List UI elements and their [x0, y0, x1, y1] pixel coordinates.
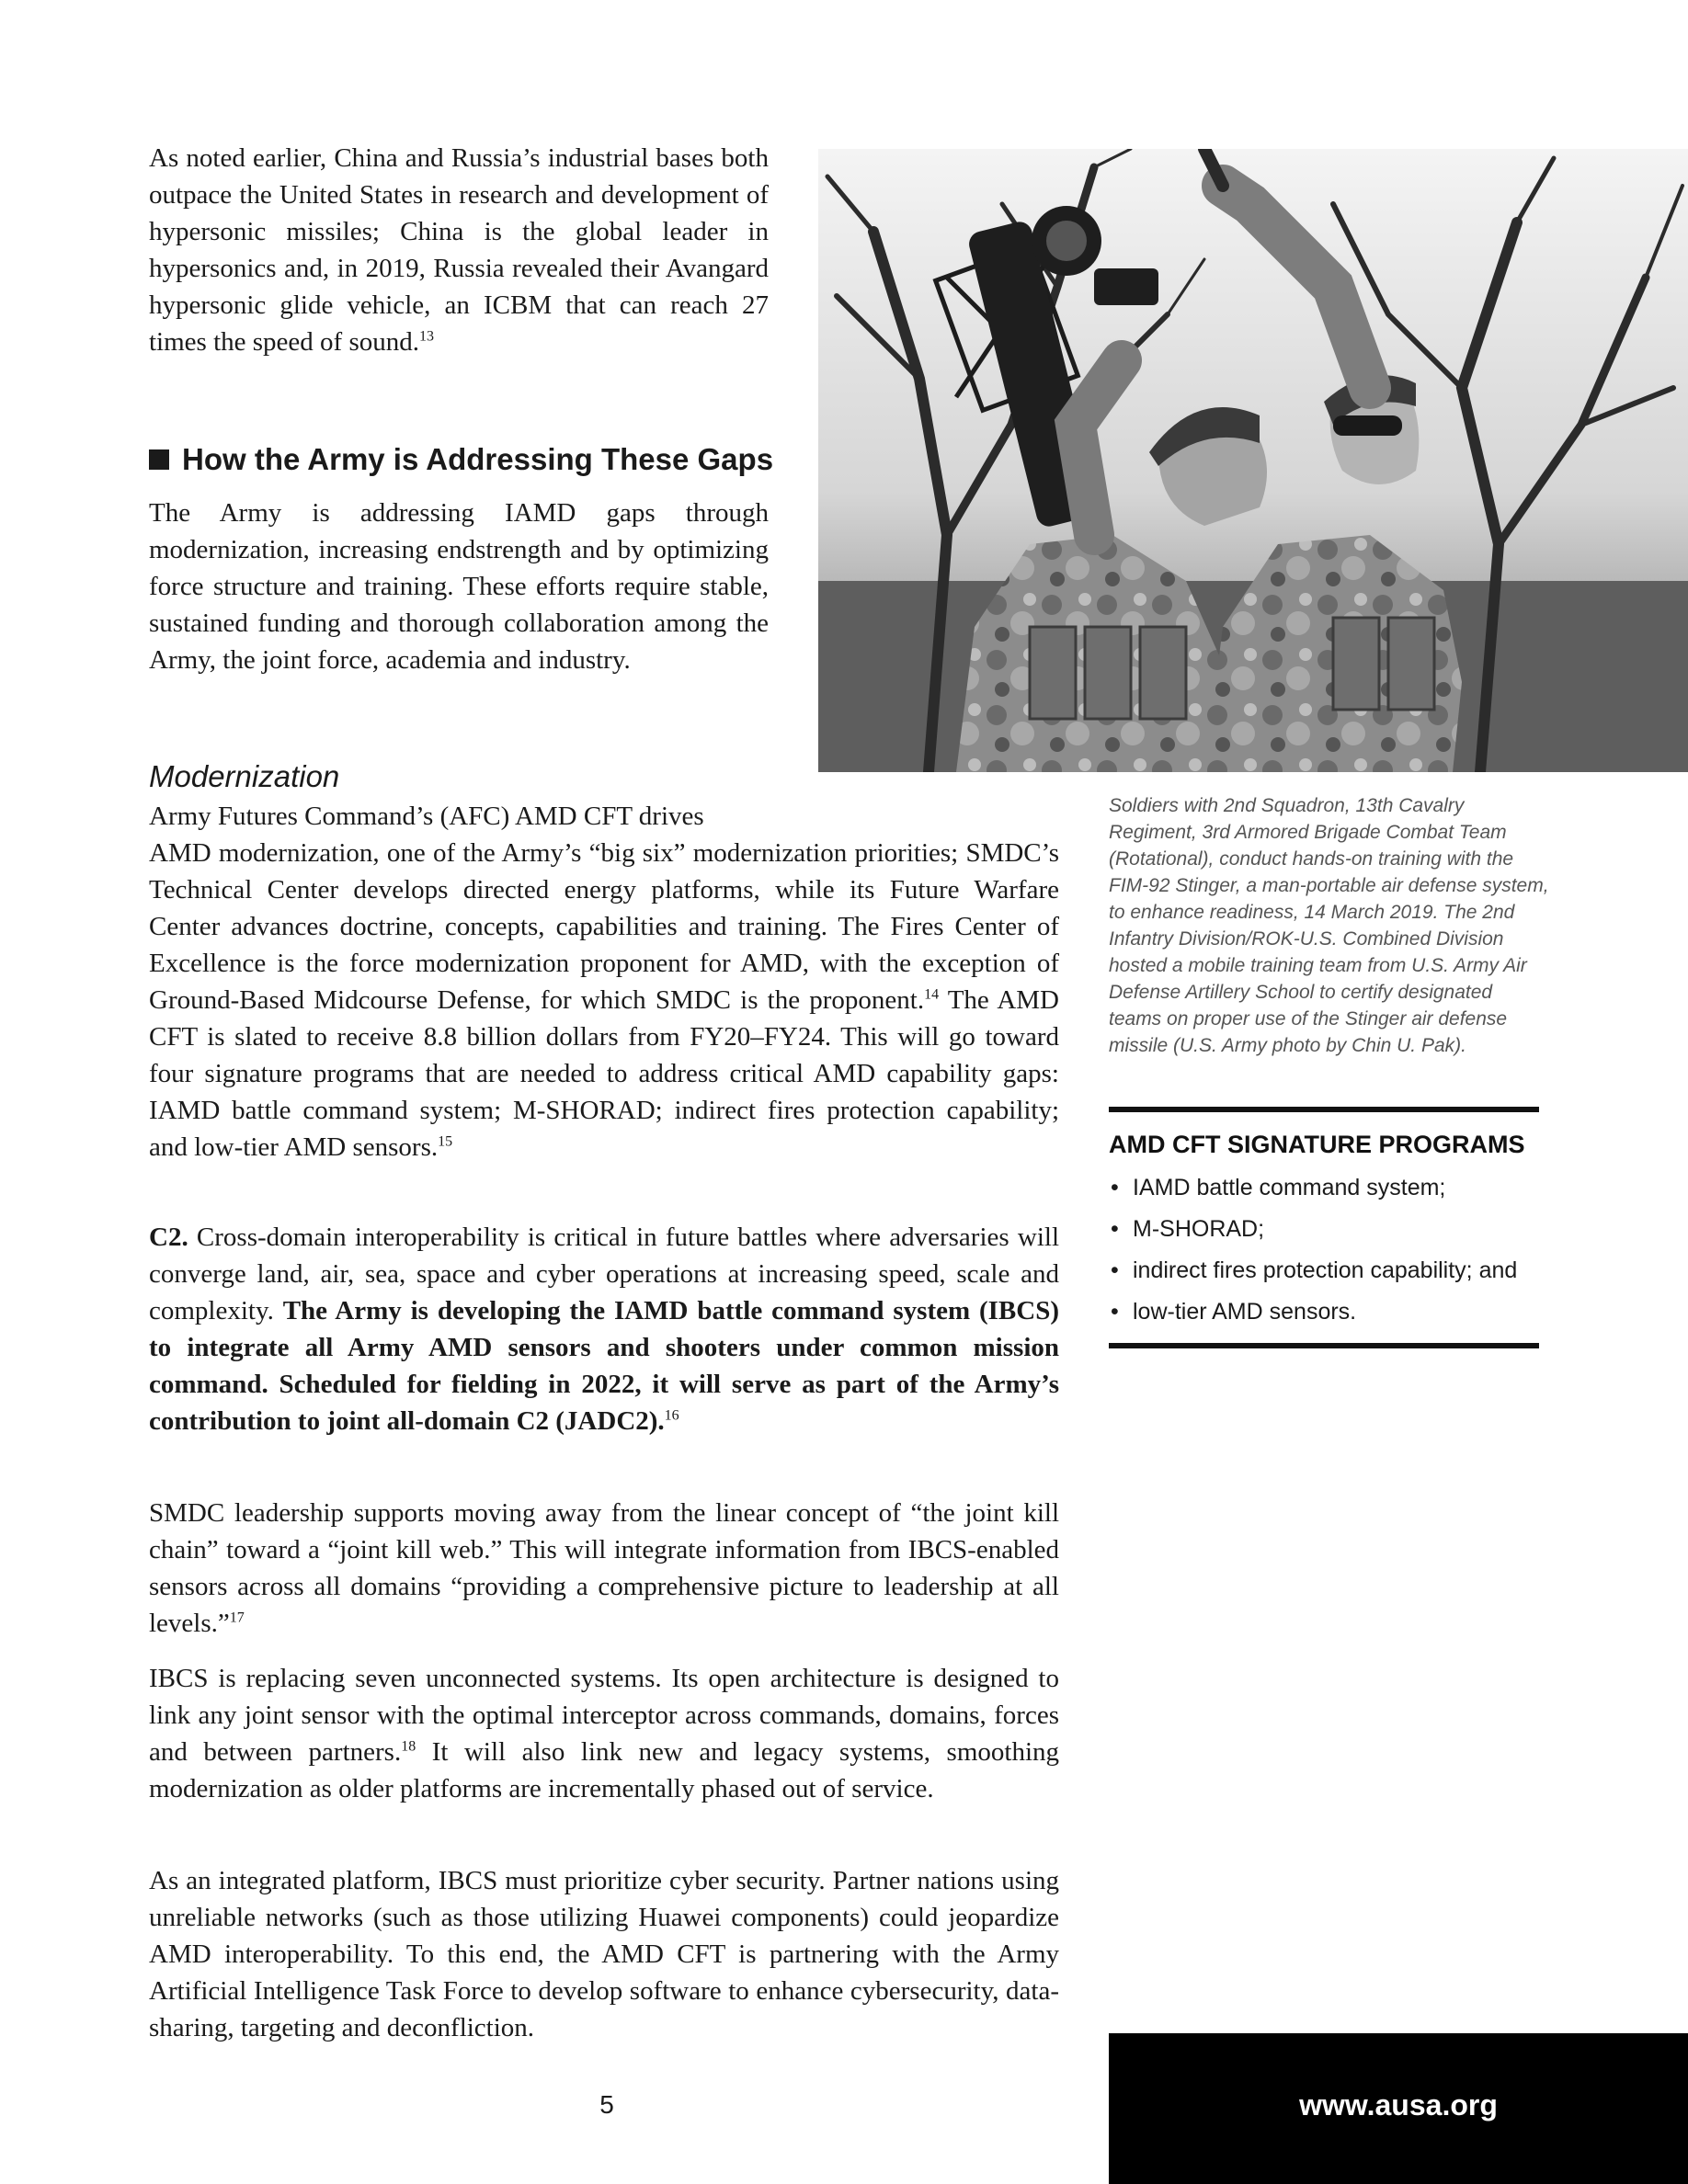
list-item-text: M-SHORAD;: [1133, 1216, 1265, 1242]
c2-text: Cross-domain interoperability is critical in future battles where adversaries will converge land, air, sea, space and cyber operations at increasing speed, scale and complexity.: [149, 1223, 1059, 1325]
intro-paragraph: [149, 140, 769, 360]
intro-text: As noted earlier, China and Russia’s industrial bases both outpace the United States in research and development of hypersonic missiles; China is the global leader in hypersonics and, in 2019, Russia revealed their Avangard hypersonic glide vehicle, an ICBM that can reach 27 times the speed of sound.: [149, 143, 769, 357]
section-heading-text: How the Army is Addressing These Gaps: [182, 442, 774, 476]
modernization-paragraph: [149, 798, 1059, 1166]
ibcs-text-b: It will also link new and legacy systems, smoothing modernization as older platforms are incrementally phased out of service.: [149, 1737, 1059, 1803]
c2-paragraph: [149, 1219, 1059, 1439]
modernization-first-line: Army Futures Command’s (AFC) AMD CFT drives: [149, 802, 704, 831]
c2-bold-text: The Army is developing the IAMD battle command system (IBCS) to integrate all Army AMD sensors and shooters under common mission command. Scheduled for fielding in 2022, it will serve as part of the Army’s contribution to joint all-domain C2 (JADC2).: [149, 1296, 1059, 1436]
footnote-ref-14[interactable]: 14: [924, 986, 940, 1003]
footnote-ref-18[interactable]: 18: [401, 1738, 416, 1755]
section-heading: [149, 439, 793, 480]
website-link[interactable]: www.ausa.org: [1299, 2088, 1498, 2121]
bullet-icon: •: [1111, 1175, 1119, 1200]
joint-text: SMDC leadership supports moving away from the linear concept of “the joint kill chain” toward a “joint kill web.” This will integrate information from IBCS-enabled sensors across all domains “providing a comprehensive picture to leadership at all levels.”: [149, 1498, 1059, 1638]
cyber-paragraph: As an integrated platform, IBCS must prioritize cyber security. Partner nations using unreliable networks (such as those utilizing Huawei components) could jeopardize AMD interoperability. To this end, the AMD CFT is partnering with the Army Artificial Intelligence Task Force to develop software to enhance cybersecurity, data-sharing, targeting and deconfliction.: [149, 1866, 1059, 2042]
list-item: [1109, 1215, 1539, 1244]
bullet-icon: •: [1111, 1216, 1119, 1242]
sidebar-top-rule: [1109, 1107, 1539, 1112]
list-item: [1109, 1174, 1539, 1202]
c2-lead: C2.: [149, 1223, 188, 1252]
footnote-ref-15[interactable]: 15: [438, 1133, 453, 1150]
page-number: 5: [599, 2090, 614, 2119]
bullet-icon: •: [1111, 1299, 1119, 1325]
list-item-text: IAMD battle command system;: [1133, 1175, 1446, 1200]
list-item-text: low-tier AMD sensors.: [1133, 1299, 1357, 1325]
sidebar-list: [1109, 1174, 1539, 1326]
footer-bar: [1109, 2033, 1688, 2184]
list-item: [1109, 1257, 1539, 1285]
photo-illustration: [818, 149, 1688, 772]
modernization-text-b: The AMD CFT is slated to receive 8.8 billion dollars from FY20–FY24. This will go toward four signature programs that are needed to address critical AMD capability gaps: IAMD battle command system; M-SHORAD; indirect fires protection capability; and low-tier AMD sensors.: [149, 985, 1060, 1162]
soldiers-photo: [818, 149, 1688, 772]
modernization-text-a: AMD modernization, one of the Army’s “big six” modernization priorities; SMDC’s Technical Center develops directed energy platforms, while its Future Warfare Center advances doctrine, concepts, capabilities and training. The Fires Center of Excellence is the force modernization proponent for AMD, with the exception of Ground-Based Midcourse Defense, for which SMDC is the proponent.: [149, 838, 1059, 1015]
bullet-icon: •: [1111, 1257, 1119, 1283]
sidebar-bottom-rule: [1109, 1343, 1539, 1348]
list-item-text: indirect fires protection capability; and: [1133, 1257, 1518, 1283]
photo-caption: Soldiers with 2nd Squadron, 13th Cavalry Regiment, 3rd Armored Brigade Combat Team (Rotational), conduct hands-on training with the FIM-92 Stinger, a man-portable air defense system, to enhance readiness, 14 March 2019. The 2nd Infantry Division/ROK-U.S. Combined Division hosted a mobile training team from U.S. Army Air Defense Artillery School to certify designated teams on proper use of the Stinger air defense missile (U.S. Army photo by Chin U. Pak).: [1109, 795, 1549, 1056]
footnote-ref-13[interactable]: 13: [418, 328, 434, 345]
footnote-ref-16[interactable]: 16: [664, 1407, 679, 1424]
joint-kill-web-paragraph: [149, 1495, 1059, 1642]
heading-square-icon: [149, 449, 169, 470]
modernization-heading: Modernization: [149, 759, 340, 793]
footnote-ref-17[interactable]: 17: [229, 1610, 245, 1626]
sidebar-title: AMD CFT SIGNATURE PROGRAMS: [1109, 1131, 1525, 1158]
section-paragraph: The Army is addressing IAMD gaps through modernization, increasing endstrength and by optimizing force structure and training. These efforts require stable, sustained funding and thorough collaboration among the Army, the joint force, academia and industry.: [149, 498, 769, 675]
ibcs-paragraph: [149, 1660, 1059, 1807]
signature-programs-box: [1109, 1107, 1539, 1348]
ibcs-text-a: IBCS is replacing seven unconnected systems. Its open architecture is designed to link any joint sensor with the optimal interceptor across commands, domains, forces and between partners.: [149, 1664, 1059, 1767]
list-item: [1109, 1298, 1539, 1326]
